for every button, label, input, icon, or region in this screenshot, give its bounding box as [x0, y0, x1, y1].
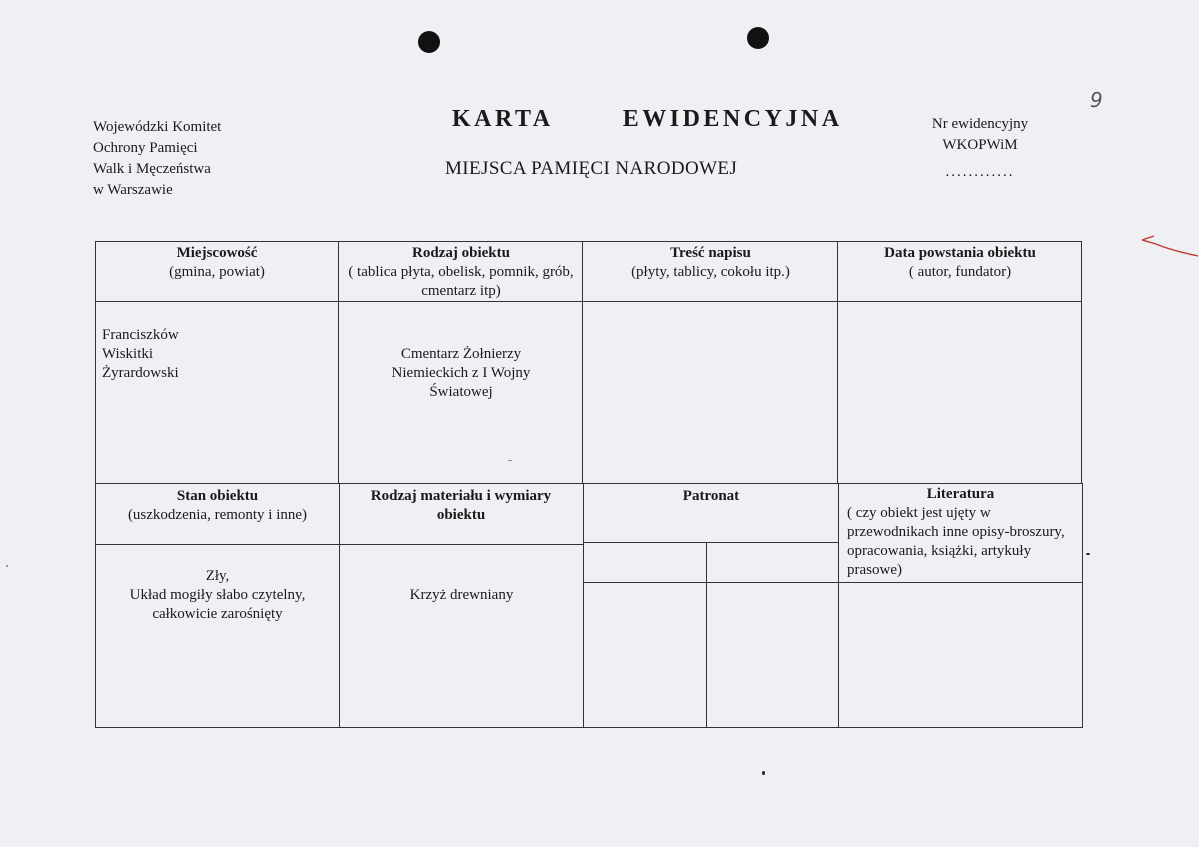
- punch-hole-left: [418, 31, 440, 53]
- condition-line: całkowicie zarośnięty: [152, 606, 283, 622]
- header-literatura: [839, 485, 1082, 580]
- header-data-powstania: [839, 244, 1081, 282]
- issuer-line: Wojewódzki Komitet: [93, 119, 222, 135]
- document-title: KARTA EWIDENCYJNA: [452, 106, 843, 132]
- header-sub: (gmina, powiat): [169, 264, 265, 280]
- registration-number-block: [920, 114, 1040, 183]
- value-rodzaj-materialu: Krzyż drewniany: [409, 587, 514, 603]
- value-stan-obiektu: [96, 567, 339, 624]
- header-title: Rodzaj materiału i wymiary obiektu: [370, 488, 552, 523]
- scan-speck: [762, 771, 765, 775]
- header-sub: (uszkodzenia, remonty i inne): [127, 507, 308, 523]
- value-rodzaj-obiektu: Cmentarz Żołnierzy Niemieckich z I Wojny Światowej: [391, 346, 531, 400]
- header-sub: ( tablica płyta, obelisk, pomnik, grób, cmentarz itp): [348, 264, 574, 299]
- issuer-line: Walk i Męczeństwa: [93, 161, 211, 177]
- value-miejscowosc: [102, 326, 332, 383]
- header-rodzaj-obiektu: [340, 244, 582, 301]
- header-patronat: [584, 487, 838, 506]
- header-title: Stan obiektu: [176, 488, 259, 504]
- header-title: Rodzaj obiektu: [412, 245, 510, 261]
- registration-number-value: ............: [945, 164, 1015, 180]
- scan-speck: [6, 565, 8, 567]
- header-title: Data powstania obiektu: [884, 245, 1036, 261]
- condition-line: Układ mogiły słabo czytelny,: [129, 587, 306, 603]
- scan-speck: [1086, 553, 1090, 555]
- header-rodzaj-materialu: [350, 487, 572, 525]
- registration-number-label: Nr ewidencyjny: [931, 116, 1029, 132]
- handwritten-page-number: 9: [1090, 88, 1103, 112]
- header-title: Treść napisu: [670, 245, 751, 261]
- punch-hole-right: [747, 27, 769, 49]
- condition-line: Zły,: [205, 568, 230, 584]
- header-sub: ( autor, fundator): [908, 264, 1012, 280]
- issuer-line: Ochrony Pamięci: [93, 140, 198, 156]
- header-sub: ( czy obiekt jest ujęty w przewodnikach inne opisy-broszury, opracowania, książki, artykuły prasowe): [847, 505, 1065, 578]
- header-tresc-napisu: [584, 244, 837, 282]
- header-title: Patronat: [682, 488, 740, 504]
- issuer-block: [93, 117, 221, 201]
- header-title: Miejscowość: [176, 245, 258, 261]
- header-title: Literatura: [926, 486, 995, 502]
- header-miejscowosc: [96, 244, 338, 282]
- registration-number-org: WKOPWiM: [942, 137, 1018, 153]
- document-subtitle: MIEJSCA PAMIĘCI NARODOWEJ: [445, 158, 738, 179]
- pen-mark: [1140, 232, 1199, 262]
- header-stan-obiektu: [96, 487, 339, 525]
- issuer-line: w Warszawie: [93, 182, 173, 198]
- scan-speck: [508, 460, 512, 461]
- header-sub: (płyty, tablicy, cokołu itp.): [631, 264, 790, 280]
- location-line: Franciszków: [102, 327, 179, 343]
- location-line: Wiskitki: [102, 346, 154, 362]
- location-line: Żyrardowski: [102, 365, 179, 381]
